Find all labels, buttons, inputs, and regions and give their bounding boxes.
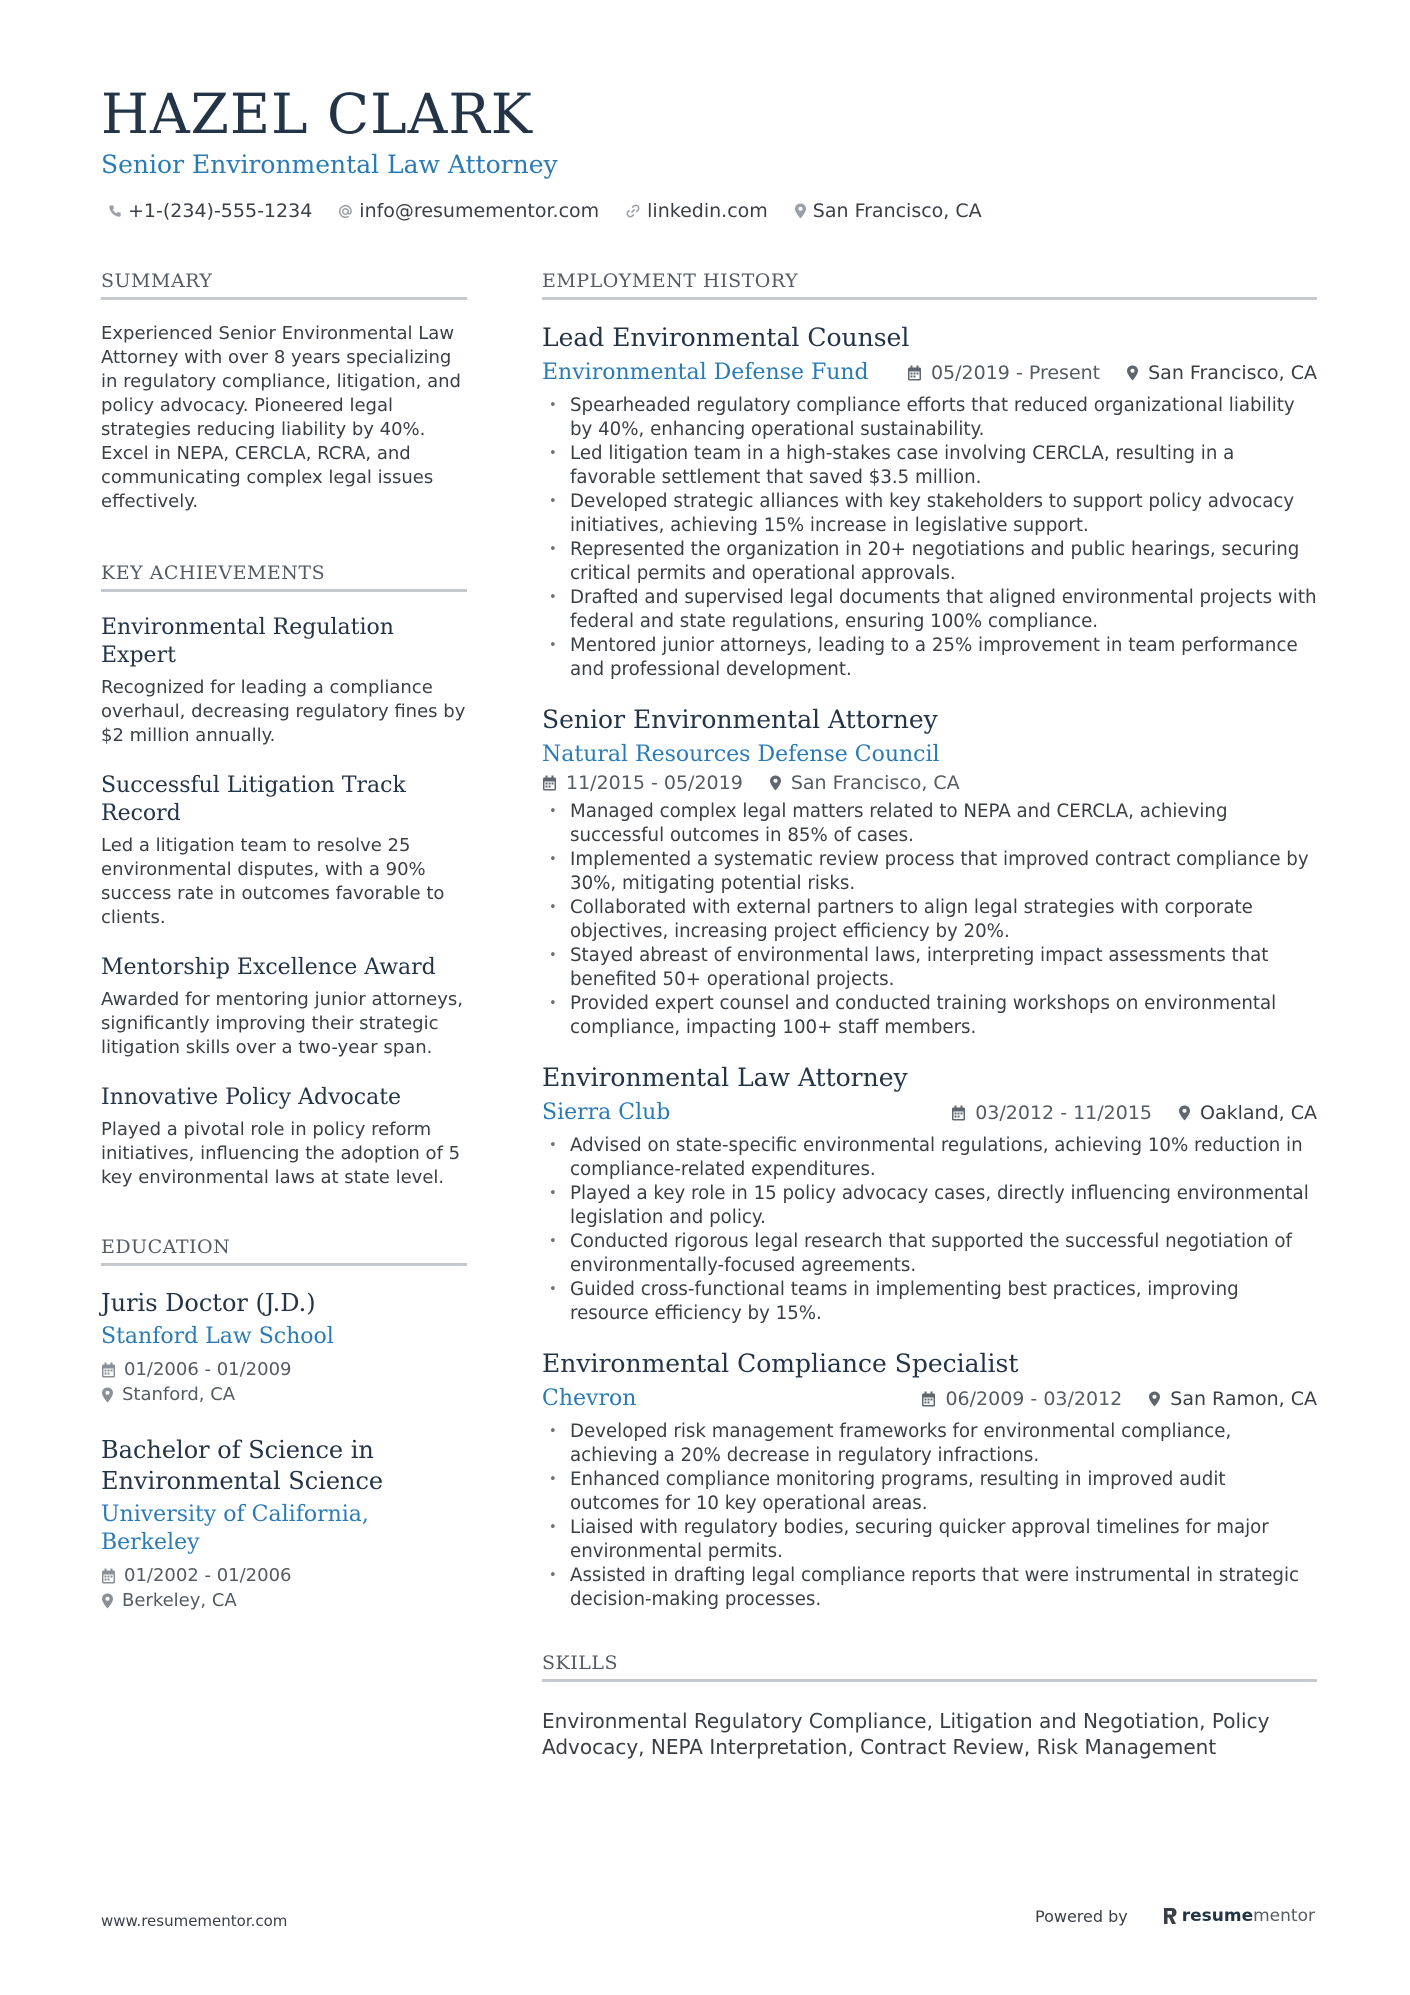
- job-bullet: • Mentored junior attorneys, leading to a 25% improvement in team performance and professional development.: [542, 634, 1317, 682]
- job-header-row: [542, 1098, 1317, 1128]
- footer-branding: [1035, 1906, 1315, 1926]
- resumementor-logo[interactable]: [1162, 1906, 1315, 1926]
- job-bullet: • Conducted rigorous legal research that supported the successful negotiation of environmentally-focused agreements.: [542, 1230, 1317, 1278]
- map-pin-icon: [794, 203, 807, 219]
- education-section: [101, 1236, 467, 1613]
- achievements-heading: KEY ACHIEVEMENTS: [101, 562, 467, 592]
- achievement-item: [101, 614, 467, 748]
- education-heading: EDUCATION: [101, 1236, 467, 1266]
- left-column: [101, 270, 467, 1635]
- job-meta: [542, 772, 1317, 794]
- job-dates: [907, 362, 1100, 384]
- job-bullet: • Provided expert counsel and conducted training workshops on environmental compliance, impacting 100+ staff members.: [542, 992, 1317, 1040]
- job-bullets: [542, 800, 1317, 1040]
- candidate-name: HAZEL CLARK: [101, 82, 533, 146]
- skills-section: [542, 1652, 1317, 1760]
- job-title: Senior Environmental Attorney: [542, 705, 938, 734]
- job-bullet: • Drafted and supervised legal documents that aligned environmental projects with federal and state regulations, ensuring 100% compliance.: [542, 586, 1317, 634]
- summary-text: Experienced Senior Environmental Law Attorney with over 8 years specializing in regulatory compliance, litigation, and policy advocacy. Pioneered legal strategies reducing liability by 40%. Excel in NEPA, CERCLA, RCRA, and communicating complex legal issues effectively.: [101, 323, 461, 512]
- job-header-row: [542, 740, 1317, 770]
- calendar-icon: [101, 1362, 116, 1378]
- job-company: Sierra Club: [542, 1100, 671, 1125]
- calendar-icon: [542, 775, 557, 791]
- job-location: [1148, 1388, 1317, 1410]
- education-location-text: Stanford, CA: [122, 1384, 236, 1405]
- education-dates: [101, 1357, 467, 1382]
- job-bullet: • Implemented a systematic review process that improved contract compliance by 30%, mitigating potential risks.: [542, 848, 1317, 896]
- achievement-text: Recognized for leading a compliance overhaul, decreasing regulatory fines by $2 million annually.: [101, 677, 466, 746]
- job-dates-text: 11/2015 - 05/2019: [566, 772, 743, 794]
- job-bullet: • Developed strategic alliances with key stakeholders to support policy advocacy initiatives, achieving 15% increase in legislative support.: [542, 490, 1317, 538]
- skills-text: Environmental Regulatory Compliance, Litigation and Negotiation, Policy Advocacy, NEPA Interpretation, Contract Review, Risk Management: [542, 1709, 1270, 1759]
- achievement-item: [101, 954, 467, 1060]
- job-location-text: San Francisco, CA: [790, 772, 960, 794]
- education-degree: Bachelor of Science in Environmental Science: [101, 1436, 384, 1495]
- calendar-icon: [101, 1568, 116, 1584]
- education-dates-text: 01/2002 - 01/2006: [124, 1565, 292, 1586]
- job-dates-text: 06/2009 - 03/2012: [945, 1388, 1123, 1410]
- calendar-icon: [951, 1105, 966, 1121]
- employment-heading: EMPLOYMENT HISTORY: [542, 270, 1317, 300]
- job-bullet: • Advised on state-specific environmental regulations, achieving 10% reduction in compliance-related expenditures.: [542, 1134, 1317, 1182]
- achievement-item: [101, 772, 467, 930]
- job-header-row: [542, 1384, 1317, 1414]
- job-company: Environmental Defense Fund: [542, 360, 869, 385]
- job-bullet: • Played a key role in 15 policy advocacy cases, directly influencing environmental legislation and policy.: [542, 1182, 1317, 1230]
- job-bullets: [542, 1134, 1317, 1326]
- job-location-text: Oakland, CA: [1200, 1102, 1317, 1124]
- contact-bar: [108, 200, 1008, 222]
- job-location: [769, 772, 960, 794]
- education-dates-text: 01/2006 - 01/2009: [124, 1359, 292, 1380]
- job-bullet: • Led litigation team in a high-stakes case involving CERCLA, resulting in a favorable settlement that saved $3.5 million.: [542, 442, 1317, 490]
- job-title: Environmental Compliance Specialist: [542, 1349, 1019, 1378]
- job-bullet: • Managed complex legal matters related to NEPA and CERCLA, achieving successful outcomes in 85% of cases.: [542, 800, 1317, 848]
- contact-location-text: San Francisco, CA: [812, 200, 982, 222]
- calendar-icon: [907, 365, 922, 381]
- map-pin-icon: [769, 775, 782, 791]
- contact-email[interactable]: [338, 200, 599, 222]
- summary-section: [101, 270, 467, 514]
- map-pin-icon: [1148, 1391, 1161, 1407]
- job-location: [1126, 362, 1317, 384]
- job-company: Chevron: [542, 1386, 637, 1411]
- job-bullet: • Spearheaded regulatory compliance efforts that reduced organizational liability by 40%, enhancing operational sustainability.: [542, 394, 1317, 442]
- job-header-row: [542, 358, 1317, 388]
- link-icon: [625, 203, 641, 219]
- job-bullet: • Assisted in drafting legal compliance reports that were instrumental in strategic decision-making processes.: [542, 1564, 1317, 1612]
- achievement-text: Awarded for mentoring junior attorneys, significantly improving their strategic litigation skills over a two-year span.: [101, 989, 464, 1058]
- education-school: Stanford Law School: [101, 1324, 334, 1349]
- job-bullet: • Enhanced compliance monitoring programs, resulting in improved audit outcomes for 10 key operational areas.: [542, 1468, 1317, 1516]
- education-dates: [101, 1563, 467, 1588]
- map-pin-icon: [101, 1593, 114, 1609]
- education-location-text: Berkeley, CA: [122, 1590, 237, 1611]
- phone-icon: [108, 204, 122, 218]
- job-bullet: • Collaborated with external partners to align legal strategies with corporate objectives, increasing project efficiency by 20%.: [542, 896, 1317, 944]
- job-meta: [921, 1388, 1317, 1410]
- calendar-icon: [921, 1391, 936, 1407]
- map-pin-icon: [101, 1387, 114, 1403]
- at-sign-icon: [338, 204, 353, 219]
- job-dates-text: 05/2019 - Present: [930, 362, 1101, 384]
- job-bullets: [542, 394, 1317, 682]
- job-bullet: • Stayed abreast of environmental laws, interpreting impact assessments that benefited 50+ operational projects.: [542, 944, 1317, 992]
- achievement-title: Innovative Policy Advocate: [101, 1085, 402, 1110]
- achievement-item: [101, 1084, 467, 1190]
- right-column: [542, 270, 1317, 1760]
- education-item: [101, 1435, 467, 1613]
- job-company: Natural Resources Defense Council: [542, 742, 940, 767]
- contact-phone-text: +1-(234)-555-1234: [128, 200, 313, 222]
- contact-linkedin[interactable]: [625, 200, 768, 222]
- contact-phone: [108, 200, 312, 222]
- contact-location: [794, 200, 982, 222]
- job-meta: [951, 1102, 1317, 1124]
- job-location-text: San Francisco, CA: [1148, 362, 1317, 384]
- achievements-section: [101, 562, 467, 1190]
- logo-text-bold: resume: [1181, 1906, 1254, 1926]
- job-bullet: • Guided cross-functional teams in implementing best practices, improving resource efficiency by 15%.: [542, 1278, 1317, 1326]
- contact-linkedin-text: linkedin.com: [647, 200, 768, 222]
- job-location: [1178, 1102, 1317, 1124]
- job-meta: [907, 362, 1317, 384]
- job-entry: [542, 1348, 1317, 1612]
- contact-email-text: info@resumementor.com: [359, 200, 600, 222]
- job-entry: [542, 1062, 1317, 1326]
- achievement-title: Mentorship Excellence Award: [101, 955, 436, 980]
- job-bullet: • Liaised with regulatory bodies, securing quicker approval timelines for major environmental permits.: [542, 1516, 1317, 1564]
- logo-text-light: mentor: [1253, 1906, 1315, 1926]
- job-dates-text: 03/2012 - 11/2015: [975, 1102, 1153, 1124]
- job-dates: [951, 1102, 1152, 1124]
- map-pin-icon: [1126, 365, 1139, 381]
- summary-heading: SUMMARY: [101, 270, 467, 300]
- job-title: Lead Environmental Counsel: [542, 323, 910, 352]
- job-entry: [542, 704, 1317, 1040]
- map-pin-icon: [1178, 1105, 1191, 1121]
- footer-website[interactable]: www.resumementor.com: [101, 1912, 288, 1930]
- achievement-text: Led a litigation team to resolve 25 environmental disputes, with a 90% success rate in outcomes favorable to clients.: [101, 835, 445, 928]
- job-entry: [542, 322, 1317, 682]
- job-bullet: • Developed risk management frameworks for environmental compliance, achieving a 20% decrease in regulatory infractions.: [542, 1420, 1317, 1468]
- education-location: [101, 1588, 467, 1613]
- candidate-title: Senior Environmental Law Attorney: [101, 150, 558, 179]
- job-location-text: San Ramon, CA: [1170, 1388, 1317, 1410]
- skills-heading: SKILLS: [542, 1652, 1317, 1682]
- achievement-title: Successful Litigation Track Record: [101, 773, 406, 826]
- job-bullets: [542, 1420, 1317, 1612]
- resumementor-logo-icon: [1162, 1906, 1178, 1926]
- achievement-title: Environmental Regulation Expert: [101, 615, 394, 668]
- powered-by-label: Powered by: [1035, 1906, 1128, 1926]
- job-bullet: • Represented the organization in 20+ negotiations and public hearings, securing critical permits and operational approvals.: [542, 538, 1317, 586]
- achievement-text: Played a pivotal role in policy reform initiatives, influencing the adoption of 5 key environmental laws at state level.: [101, 1119, 461, 1188]
- job-dates: [921, 1388, 1122, 1410]
- education-school: University of California, Berkeley: [101, 1502, 369, 1555]
- job-title: Environmental Law Attorney: [542, 1063, 908, 1092]
- education-item: [101, 1288, 467, 1407]
- education-degree: Juris Doctor (J.D.): [101, 1289, 316, 1317]
- job-dates: [542, 772, 743, 794]
- education-location: [101, 1382, 467, 1407]
